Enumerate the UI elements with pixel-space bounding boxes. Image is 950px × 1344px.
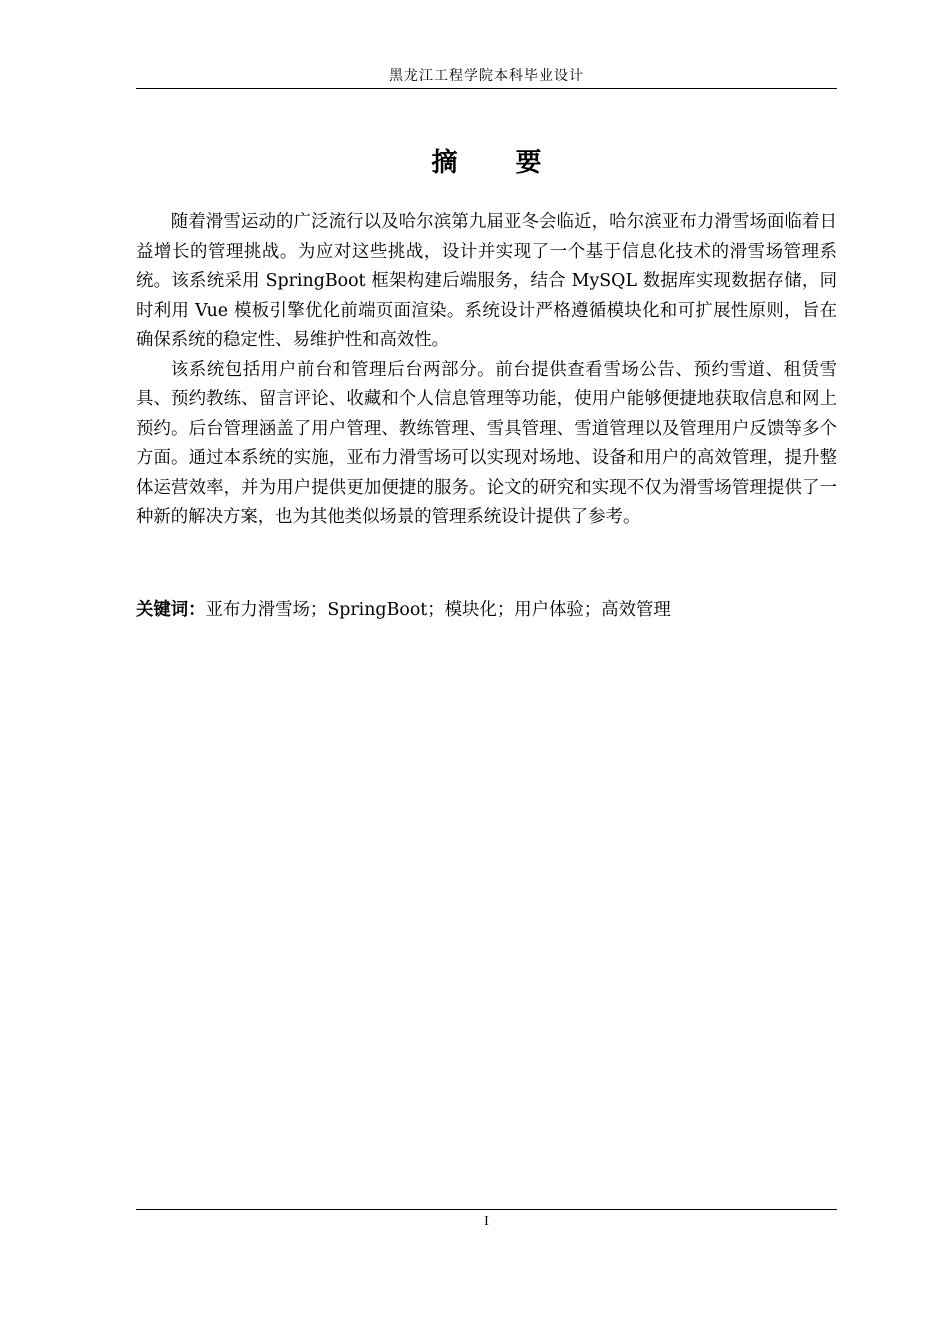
- abstract-title: [136, 143, 837, 183]
- page-number: I: [484, 1214, 489, 1229]
- abstract-body: [136, 208, 837, 533]
- keywords-line: [136, 596, 837, 626]
- header-rule: [136, 88, 837, 89]
- abstract-paragraph-1: 随着滑雪运动的广泛流行以及哈尔滨第九届亚冬会临近，哈尔滨亚布力滑雪场面临着日益增长的管理挑战。为应对这些挑战，设计并实现了一个基于信息化技术的滑雪场管理系统。该系统采用 SpringBoot 框架构建后端服务，结合 MySQL 数据库实现数据存储，同时利用 Vue 模板引擎优化前端页面渲染。系统设计严格遵循模块化和可扩展性原则，旨在确保系统的稳定性、易维护性和高效性。: [136, 212, 837, 350]
- keywords-label: 关键词：: [136, 600, 206, 620]
- keywords-text: 亚布力滑雪场；SpringBoot；模块化；用户体验；高效管理: [205, 600, 671, 620]
- running-header: 黑龙江工程学院本科毕业设计: [389, 68, 584, 84]
- footer-rule: [136, 1209, 837, 1210]
- abstract-title-char-1: 摘: [431, 148, 458, 178]
- abstract-paragraph-2: 该系统包括用户前台和管理后台两部分。前台提供查看雪场公告、预约雪道、租赁雪具、预约教练、留言评论、收藏和个人信息管理等功能，使用户能够便捷地获取信息和网上预约。后台管理涵盖了用户管理、教练管理、雪具管理、雪道管理以及管理用户反馈等多个方面。通过本系统的实施，亚布力滑雪场可以实现对场地、设备和用户的高效管理，提升整体运营效率，并为用户提供更加便捷的服务。论文的研究和实现不仅为滑雪场管理提供了一种新的解决方案，也为其他类似场景的管理系统设计提供了参考。: [136, 359, 837, 527]
- abstract-title-char-2: 要: [515, 148, 542, 178]
